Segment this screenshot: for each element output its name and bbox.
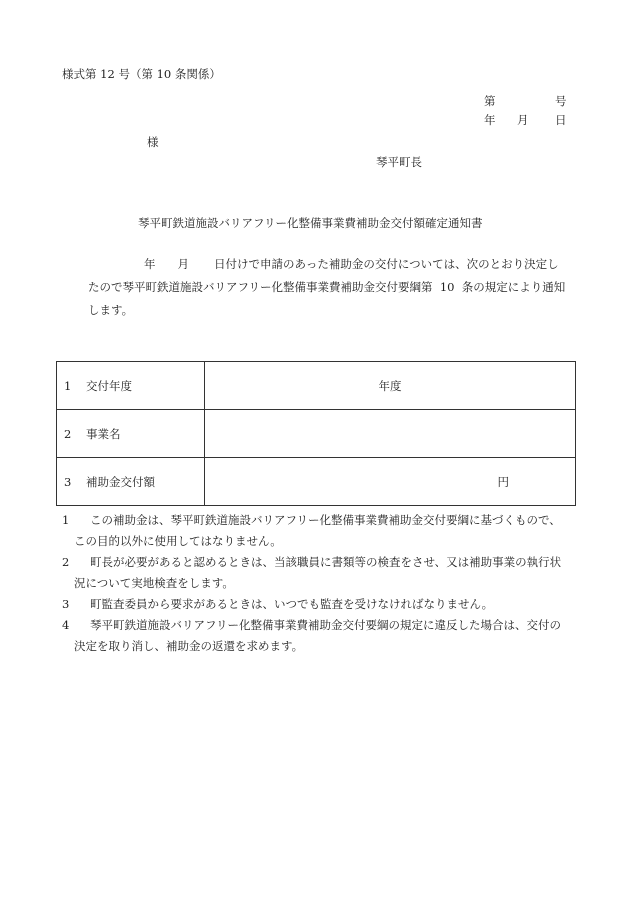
grant-amount-field: 円: [205, 458, 576, 506]
number-prefix: 第: [484, 94, 496, 108]
body-line-3: します。: [88, 303, 134, 317]
note-line-2: 決定を取り消し、補助金の返還を求めます。: [74, 639, 304, 653]
note-number: 4: [62, 618, 70, 632]
note-line-1: 町長が必要があると認めるときは、当該職員に書類等の検査をさせ、又は補助事業の執行状: [90, 555, 562, 569]
note-line-2: この目的以外に使用してはなりません。: [74, 534, 282, 548]
table-label-cell: [57, 410, 205, 458]
row-number: 3: [64, 474, 72, 489]
issuer-name: 琴平町長: [376, 155, 422, 169]
date-day: 日: [555, 113, 567, 127]
body-line-2: たので琴平町鉄道施設バリアフリー化整備事業費補助金交付要綱第 10 条の規定により通知: [88, 280, 566, 294]
fiscal-year-field: 年度: [205, 362, 576, 410]
form-label: 様式第 12 号（第 10 条関係）: [62, 67, 221, 81]
date-month: 月: [517, 113, 529, 127]
note-number: 1: [62, 513, 70, 527]
number-suffix: 号: [555, 94, 567, 108]
body-line-1-text: 日付けで申請のあった補助金の交付については、次のとおり決定し: [214, 257, 559, 271]
row-number: 1: [64, 378, 72, 393]
row-label: 交付年度: [86, 378, 132, 393]
table-label-cell: [57, 362, 205, 410]
body-paragraph: [88, 253, 583, 322]
note-item: [62, 552, 592, 594]
note-item: [62, 615, 592, 657]
note-line-1: 町監査委員から要求があるときは、いつでも監査を受けなければなりません。: [90, 597, 494, 611]
note-line-2: 況について実地検査をします。: [74, 576, 234, 590]
row-number: 2: [64, 426, 72, 441]
project-name-field: [205, 410, 576, 458]
note-line-1: この補助金は、琴平町鉄道施設バリアフリー化整備事業費補助金交付要綱に基づくもので、: [90, 513, 561, 527]
date-year: 年: [484, 113, 496, 127]
body-line-1: [88, 253, 583, 276]
row-label: 事業名: [86, 426, 121, 441]
body-month: 月: [177, 257, 189, 271]
note-number: 3: [62, 597, 70, 611]
table-row: [57, 458, 576, 506]
row-label: 補助金交付額: [86, 474, 155, 489]
note-number: 2: [62, 555, 70, 569]
notes-list: [62, 510, 592, 657]
addressee-suffix: 様: [147, 135, 159, 149]
note-item: [62, 594, 592, 615]
info-table: [56, 361, 576, 506]
body-year: 年: [144, 257, 156, 271]
document-title: 琴平町鉄道施設バリアフリー化整備事業費補助金交付額確定通知書: [138, 216, 483, 230]
note-item: [62, 510, 592, 552]
table-label-cell: [57, 458, 205, 506]
table-row: [57, 362, 576, 410]
note-line-1: 琴平町鉄道施設バリアフリー化整備事業費補助金交付要綱の規定に違反した場合は、交付の: [90, 618, 562, 632]
table-row: [57, 410, 576, 458]
